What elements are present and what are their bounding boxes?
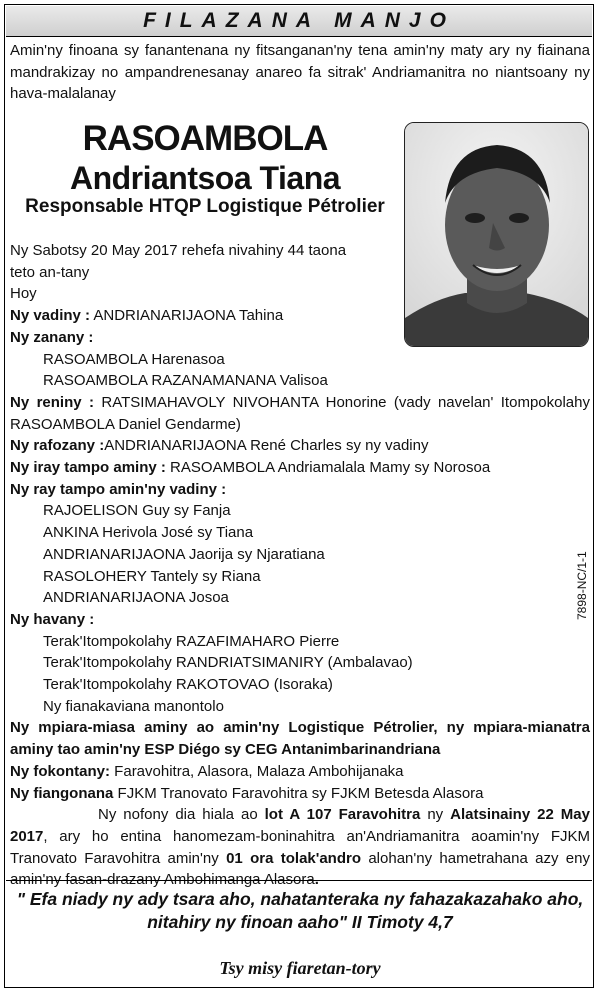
funeral-paragraph: [10, 804, 590, 891]
intro-paragraph: Amin'ny finoana sy fanantenana ny fitsanganan'ny tena amin'ny maty ary ny fiainana mandrakizay no ampandrenesanay anareo fa sitrak' Andriamanitra no niantsoany ny hava-malalanay: [10, 42, 590, 102]
inlaw-label: Ny rafozany :: [10, 437, 105, 455]
wife-value: ANDRIANARIJAONA Tahina: [90, 307, 284, 325]
reference-code: 7898-NC/1-1: [575, 551, 589, 620]
children-label: Ny zanany :: [10, 328, 94, 346]
siblings-value: RASOAMBOLA Andriamalala Mamy sy Norosoa: [165, 459, 491, 477]
divider: [6, 880, 592, 881]
child-item: RASOAMBOLA Harenasoa: [43, 350, 225, 368]
funeral-text: alohan'ny hametrahana azy eny amin'ny fasan-drazany Ambohimanga Alasora: [10, 849, 590, 889]
bible-verse: [10, 888, 590, 934]
fokontany-value: Faravohitra, Alasora, Malaza Ambohijanaka: [110, 762, 404, 780]
mother-value: RATSIMAHAVOLY NIVOHANTA Honorine (vady navelan' Itompokolahy RASOAMBOLA Daniel Gendarme): [10, 393, 590, 433]
funeral-text: .: [314, 871, 319, 889]
church-label: Ny fiangonana: [10, 784, 114, 802]
siblings-line: [10, 457, 590, 479]
relatives-label: Ny havany :: [10, 610, 95, 628]
funeral-time: 01 ora tolak'andro: [226, 849, 361, 867]
verse-line-2: nitahiry ny finoan aaho" II Timoty 4,7: [147, 912, 453, 932]
header-bar: [6, 6, 592, 37]
mother-label: Ny reniny :: [10, 393, 94, 411]
header-title: FILAZANA MANJO: [143, 9, 455, 32]
relative-item: Terak'Itompokolahy RAZAFIMAHARO Pierre: [43, 632, 340, 650]
death-line-2: teto an-tany: [10, 263, 90, 281]
wife-line: [10, 305, 590, 327]
wife-sibling-item: ANKINA Herivola José sy Tiana: [43, 524, 254, 542]
verse-line-1: " Efa niady ny ady tsara aho, nahatanteraka ny fahazakazahako aho,: [16, 889, 584, 909]
fokontany-line: [10, 761, 590, 783]
wife-siblings-label: Ny ray tampo amin'ny vadiny :: [10, 480, 227, 498]
death-line-3: Hoy: [10, 285, 37, 303]
wife-sibling-item: ANDRIANARIJAONA Jaorija sy Njaratiana: [43, 545, 325, 563]
siblings-label: Ny iray tampo aminy :: [10, 459, 166, 477]
wife-label: Ny vadiny :: [10, 307, 91, 325]
wife-sibling-item: RAJOELISON Guy sy Fanja: [43, 502, 231, 520]
funeral-date: Alatsinainy 22 May 2017: [10, 806, 590, 845]
inlaw-line: [10, 435, 590, 457]
deceased-surname: RASOAMBOLA: [82, 119, 328, 158]
death-line-1: Ny Sabotsy 20 May 2017 rehefa nivahiny 44 taona: [10, 242, 347, 259]
relative-item: Terak'Itompokolahy RAKOTOVAO (Isoraka): [43, 676, 333, 694]
deceased-given-names: Andriantsoa Tiana: [69, 160, 341, 196]
funeral-location: lot A 107 Faravohitra: [264, 806, 421, 824]
child-item: RASOAMBOLA RAZANAMANANA Valisoa: [43, 372, 328, 390]
wife-sibling-item: RASOLOHERY Tantely sy Riana: [43, 567, 261, 585]
funeral-text: , ary ho entina hanomezam-boninahitra an'Andriamanitra aoamin'ny FJKM Tranovato Faravohitra amin'ny: [10, 827, 590, 867]
obituary-body: [10, 240, 590, 891]
mother-line: [10, 392, 590, 435]
funeral-text: ny: [420, 806, 451, 824]
wife-sibling-item: ANDRIANARIJAONA Josoa: [43, 589, 229, 607]
funeral-text: Ny nofony dia hiala ao: [98, 806, 265, 824]
church-value: FJKM Tranovato Faravohitra sy FJKM Betesda Alasora: [113, 784, 484, 802]
deceased-role: Responsable HTQP Logistique Pétrolier: [25, 196, 385, 217]
fokontany-label: Ny fokontany:: [10, 762, 111, 780]
inlaw-value: ANDRIANARIJAONA René Charles sy ny vadiny: [104, 437, 429, 455]
church-line: [10, 783, 590, 805]
relative-item: Ny fianakaviana manontolo: [43, 697, 224, 715]
closing-line: Tsy misy fiaretan-tory: [219, 958, 381, 978]
colleagues-line: Ny mpiara-miasa aminy ao amin'ny Logistique Pétrolier, ny mpiara-mianatra aminy tao amin'ny ESP Diégo sy CEG Antanimbarinandriana: [10, 719, 590, 759]
relative-item: Terak'Itompokolahy RANDRIATSIMANIRY (Ambalavao): [43, 654, 413, 672]
